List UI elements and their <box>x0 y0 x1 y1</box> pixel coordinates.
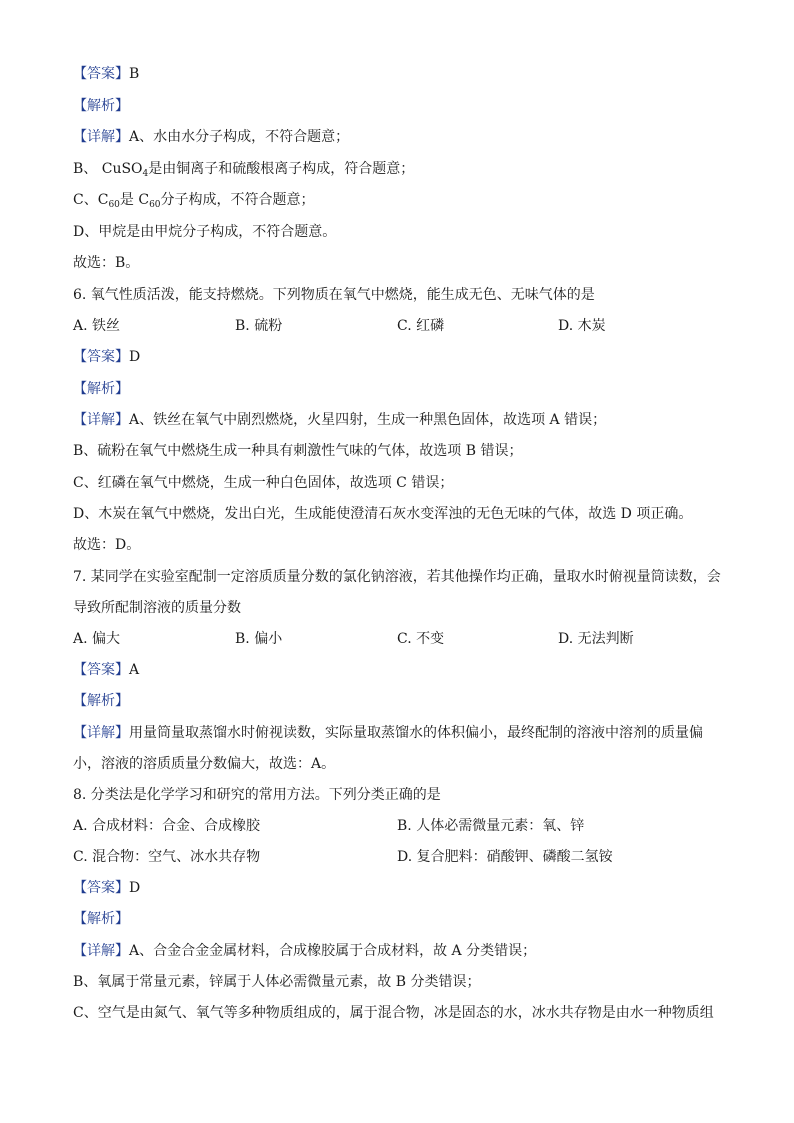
q6-analysis-line <box>73 379 129 399</box>
analysis-label: 【解析】 <box>73 381 129 397</box>
detail-b-prefix: B、 CuSO <box>73 161 143 177</box>
q6-detail-b <box>73 441 522 461</box>
answer-value: B <box>129 66 140 82</box>
answer-value: A <box>129 662 140 678</box>
detail-text: D、木炭在氧气中燃烧，发出白光，生成能使澄清石灰水变浑浊的无色无味的气体，故选 D 项正确。 <box>73 506 693 522</box>
q6-conclusion <box>73 535 140 555</box>
q6-option-c: C. 红磷 <box>397 318 445 334</box>
q8-analysis-line <box>73 909 129 929</box>
q5-detail-b <box>73 159 414 179</box>
q8-detail-b <box>73 972 480 992</box>
q8-option-b: B. 人体必需微量元素：氧、锌 <box>397 818 585 834</box>
q5-analysis-line <box>73 96 129 116</box>
detail-text: B、硫粉在氧气中燃烧生成一种具有刺激性气味的气体，故选项 B 错误； <box>73 443 523 459</box>
detail-c-part3: 分子构成，不符合题意； <box>160 192 315 208</box>
analysis-label: 【解析】 <box>73 911 129 927</box>
answer-label: 【答案】 <box>73 66 129 82</box>
subscript: 60 <box>108 200 120 210</box>
detail-label: 【详解】 <box>73 129 129 145</box>
detail-c-part2: 是 C <box>119 192 150 208</box>
detail-text: D、甲烷是由甲烷分子构成，不符合题意。 <box>73 224 337 240</box>
q6-detail-c <box>73 473 453 493</box>
detail-text: A、合金合金金属材料，合成橡胶属于合成材料，故 A 分类错误； <box>129 943 537 959</box>
detail-b-suffix: 是由铜离子和硫酸根离子构成，符合题意； <box>148 161 415 177</box>
detail-text: A、铁丝在氧气中剧烈燃烧，火星四射，生成一种黑色固体，故选项 A 错误； <box>129 412 607 428</box>
answer-label: 【答案】 <box>73 662 129 678</box>
q6-stem <box>73 285 595 305</box>
q7-option-c: C. 不变 <box>397 631 445 647</box>
analysis-label: 【解析】 <box>73 693 129 709</box>
detail-label: 【详解】 <box>73 412 129 428</box>
q6-option-b: B. 硫粉 <box>235 318 283 334</box>
q7-answer-line <box>73 660 139 680</box>
q7-detail-line1 <box>73 723 703 743</box>
detail-text: 用量筒量取蒸馏水时俯视读数，实际量取蒸馏水的体积偏小，最终配制的溶液中溶剂的质量偏 <box>129 725 703 741</box>
detail-text: C、红磷在氧气中燃烧，生成一种白色固体，故选项 C 错误； <box>73 475 454 491</box>
q8-detail-c <box>73 1003 714 1023</box>
q7-analysis-line <box>73 691 129 711</box>
detail-text: 小，溶液的溶质质量分数偏大，故选：A。 <box>73 756 336 772</box>
detail-text: C、空气是由氮气、氧气等多种物质组成的，属于混合物，冰是固态的水，冰水共存物是由水一种物质组 <box>73 1005 714 1021</box>
subscript: 4 <box>142 169 149 179</box>
question-stem: 导致所配制溶液的质量分数 <box>73 600 241 616</box>
q8-answer-line <box>73 878 140 898</box>
detail-c-part1: C、C <box>73 192 109 208</box>
q6-option-a: A. 铁丝 <box>73 318 121 334</box>
answer-label: 【答案】 <box>73 880 129 896</box>
detail-text: B、氧属于常量元素，锌属于人体必需微量元素，故 B 分类错误； <box>73 974 481 990</box>
q7-option-d: D. 无法判断 <box>558 631 634 647</box>
q8-option-d: D. 复合肥料：硝酸钾、磷酸二氢铵 <box>397 849 613 865</box>
q5-detail-d <box>73 222 336 242</box>
answer-value: D <box>129 349 141 365</box>
q7-option-b: B. 偏小 <box>235 631 283 647</box>
question-stem: 6. 氧气性质活泼，能支持燃烧。下列物质在氧气中燃烧，能生成无色、无味气体的是 <box>73 287 595 303</box>
answer-label: 【答案】 <box>73 349 129 365</box>
q7-stem-line2 <box>73 598 241 618</box>
q5-detail-a <box>73 127 349 147</box>
subscript: 60 <box>149 200 161 210</box>
q8-stem <box>73 785 441 805</box>
question-stem: 7. 某同学在实验室配制一定溶质质量分数的氯化钠溶液，若其他操作均正确，量取水时俯视量筒读数，会 <box>73 569 721 585</box>
analysis-label: 【解析】 <box>73 98 129 114</box>
q6-option-d: D. 木炭 <box>558 318 606 334</box>
q8-option-c: C. 混合物：空气、冰水共存物 <box>73 849 261 865</box>
detail-text: A、水由水分子构成，不符合题意； <box>129 129 350 145</box>
answer-value: D <box>129 880 141 896</box>
q6-answer-line <box>73 347 140 367</box>
detail-label: 【详解】 <box>73 943 129 959</box>
q6-detail-d <box>73 504 692 524</box>
q5-conclusion <box>73 253 139 273</box>
q5-answer-line <box>73 64 139 84</box>
q5-detail-c <box>73 190 315 210</box>
q8-detail-a <box>73 941 536 961</box>
q6-detail-a <box>73 410 606 430</box>
q7-option-a: A. 偏大 <box>73 631 121 647</box>
q7-detail-line2 <box>73 754 335 774</box>
question-stem: 8. 分类法是化学学习和研究的常用方法。下列分类正确的是 <box>73 787 441 803</box>
conclusion-text: 故选：D。 <box>73 537 141 553</box>
q8-option-a: A. 合成材料：合金、合成橡胶 <box>73 818 261 834</box>
conclusion-text: 故选：B。 <box>73 255 140 271</box>
detail-label: 【详解】 <box>73 725 129 741</box>
q7-stem-line1 <box>73 567 721 587</box>
